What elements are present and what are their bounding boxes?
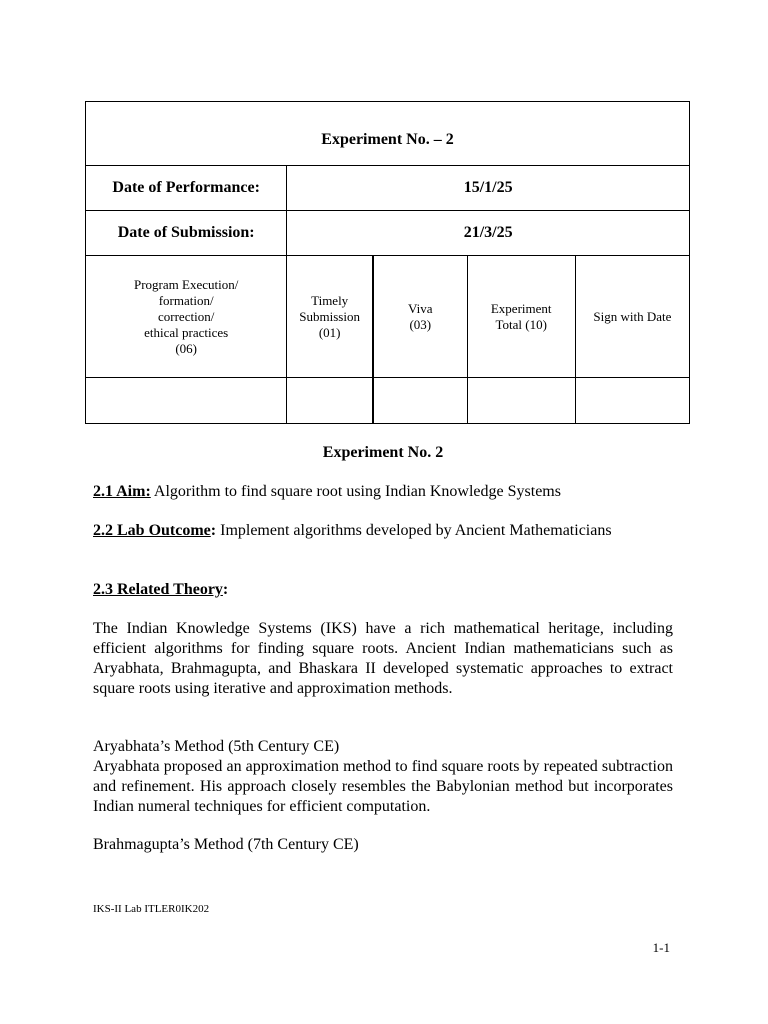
marks-header-sign bbox=[575, 256, 689, 378]
performance-date: 15/1/25 bbox=[463, 179, 513, 196]
performance-label: Date of Performance: bbox=[112, 179, 260, 196]
marks-header-timely-submission bbox=[287, 256, 373, 378]
marks-header-line: Sign with Date bbox=[593, 308, 672, 324]
marks-header-line: (06) bbox=[175, 340, 197, 356]
marks-header-line: Program Execution/ bbox=[133, 276, 239, 292]
marks-header-line: Experiment bbox=[490, 300, 552, 316]
marks-header-line: (01) bbox=[318, 324, 341, 340]
document-heading: Experiment No. 2 bbox=[322, 444, 444, 461]
marks-header-line: Viva bbox=[408, 300, 433, 316]
marks-entry-sign bbox=[575, 378, 689, 424]
brahmagupta-heading: Brahmagupta’s Method (7th Century CE) bbox=[93, 836, 359, 853]
course-code-footer: IKS-II Lab ITLER0IK202 bbox=[93, 903, 210, 915]
marks-header-line: formation/ bbox=[158, 292, 214, 308]
marks-entry-timely-submission bbox=[287, 378, 373, 424]
outcome-text: Implement algorithms developed by Ancient Mathematicians bbox=[220, 522, 612, 539]
marks-header-line: Total (10) bbox=[495, 316, 547, 332]
aryabhata-heading: Aryabhata’s Method (5th Century CE) bbox=[93, 738, 340, 755]
experiment-header-table bbox=[85, 101, 690, 424]
page-number: 1-1 bbox=[652, 940, 670, 955]
submission-label-cell bbox=[86, 211, 287, 256]
theory-label: 2.3 Related Theory bbox=[93, 581, 223, 598]
aim-line bbox=[93, 482, 673, 502]
aim-text: Algorithm to find square root using Indian Knowledge Systems bbox=[153, 483, 561, 500]
submission-value-cell bbox=[287, 211, 690, 256]
marks-header-viva bbox=[373, 256, 467, 378]
theory-paragraph: The Indian Knowledge Systems (IKS) have a rich mathematical heritage, including efficient algorithms for finding square roots. Ancient Indian mathematicians such as Aryabhata, Brahmagupta, and Bhaskara II developed systematic approaches to extract square roots using iterative and approximation methods. bbox=[93, 620, 673, 697]
outcome-paragraph bbox=[93, 521, 673, 541]
marks-header-line: ethical practices bbox=[144, 324, 229, 340]
outcome-label: 2.2 Lab Outcome bbox=[93, 522, 211, 539]
theory-heading bbox=[93, 580, 673, 600]
experiment-title: Experiment No. – 2 bbox=[321, 130, 454, 148]
performance-label-cell bbox=[86, 166, 287, 211]
marks-header-line: correction/ bbox=[158, 308, 215, 324]
outcome-colon: : bbox=[210, 522, 217, 539]
aryabhata-paragraph: Aryabhata proposed an approximation method to find square roots by repeated subtraction and refinement. His approach closely resembles the Babylonian method but incorporates Indian numeral techniques for efficient computation. bbox=[93, 758, 673, 815]
theory-colon: : bbox=[222, 581, 229, 598]
performance-value-cell bbox=[287, 166, 690, 211]
marks-header-experiment-total bbox=[467, 256, 575, 378]
aim-label: 2.1 Aim: bbox=[93, 483, 151, 500]
submission-label: Date of Submission: bbox=[117, 224, 255, 241]
submission-date: 21/3/25 bbox=[463, 224, 513, 241]
marks-header-line: Submission bbox=[299, 308, 360, 324]
marks-header-execution bbox=[86, 256, 287, 378]
marks-header-line: (03) bbox=[409, 316, 432, 332]
marks-header-line: Timely bbox=[311, 292, 349, 308]
experiment-title-cell bbox=[86, 102, 690, 166]
marks-entry-experiment-total bbox=[467, 378, 575, 424]
marks-entry-execution bbox=[86, 378, 287, 424]
marks-entry-viva bbox=[373, 378, 467, 424]
